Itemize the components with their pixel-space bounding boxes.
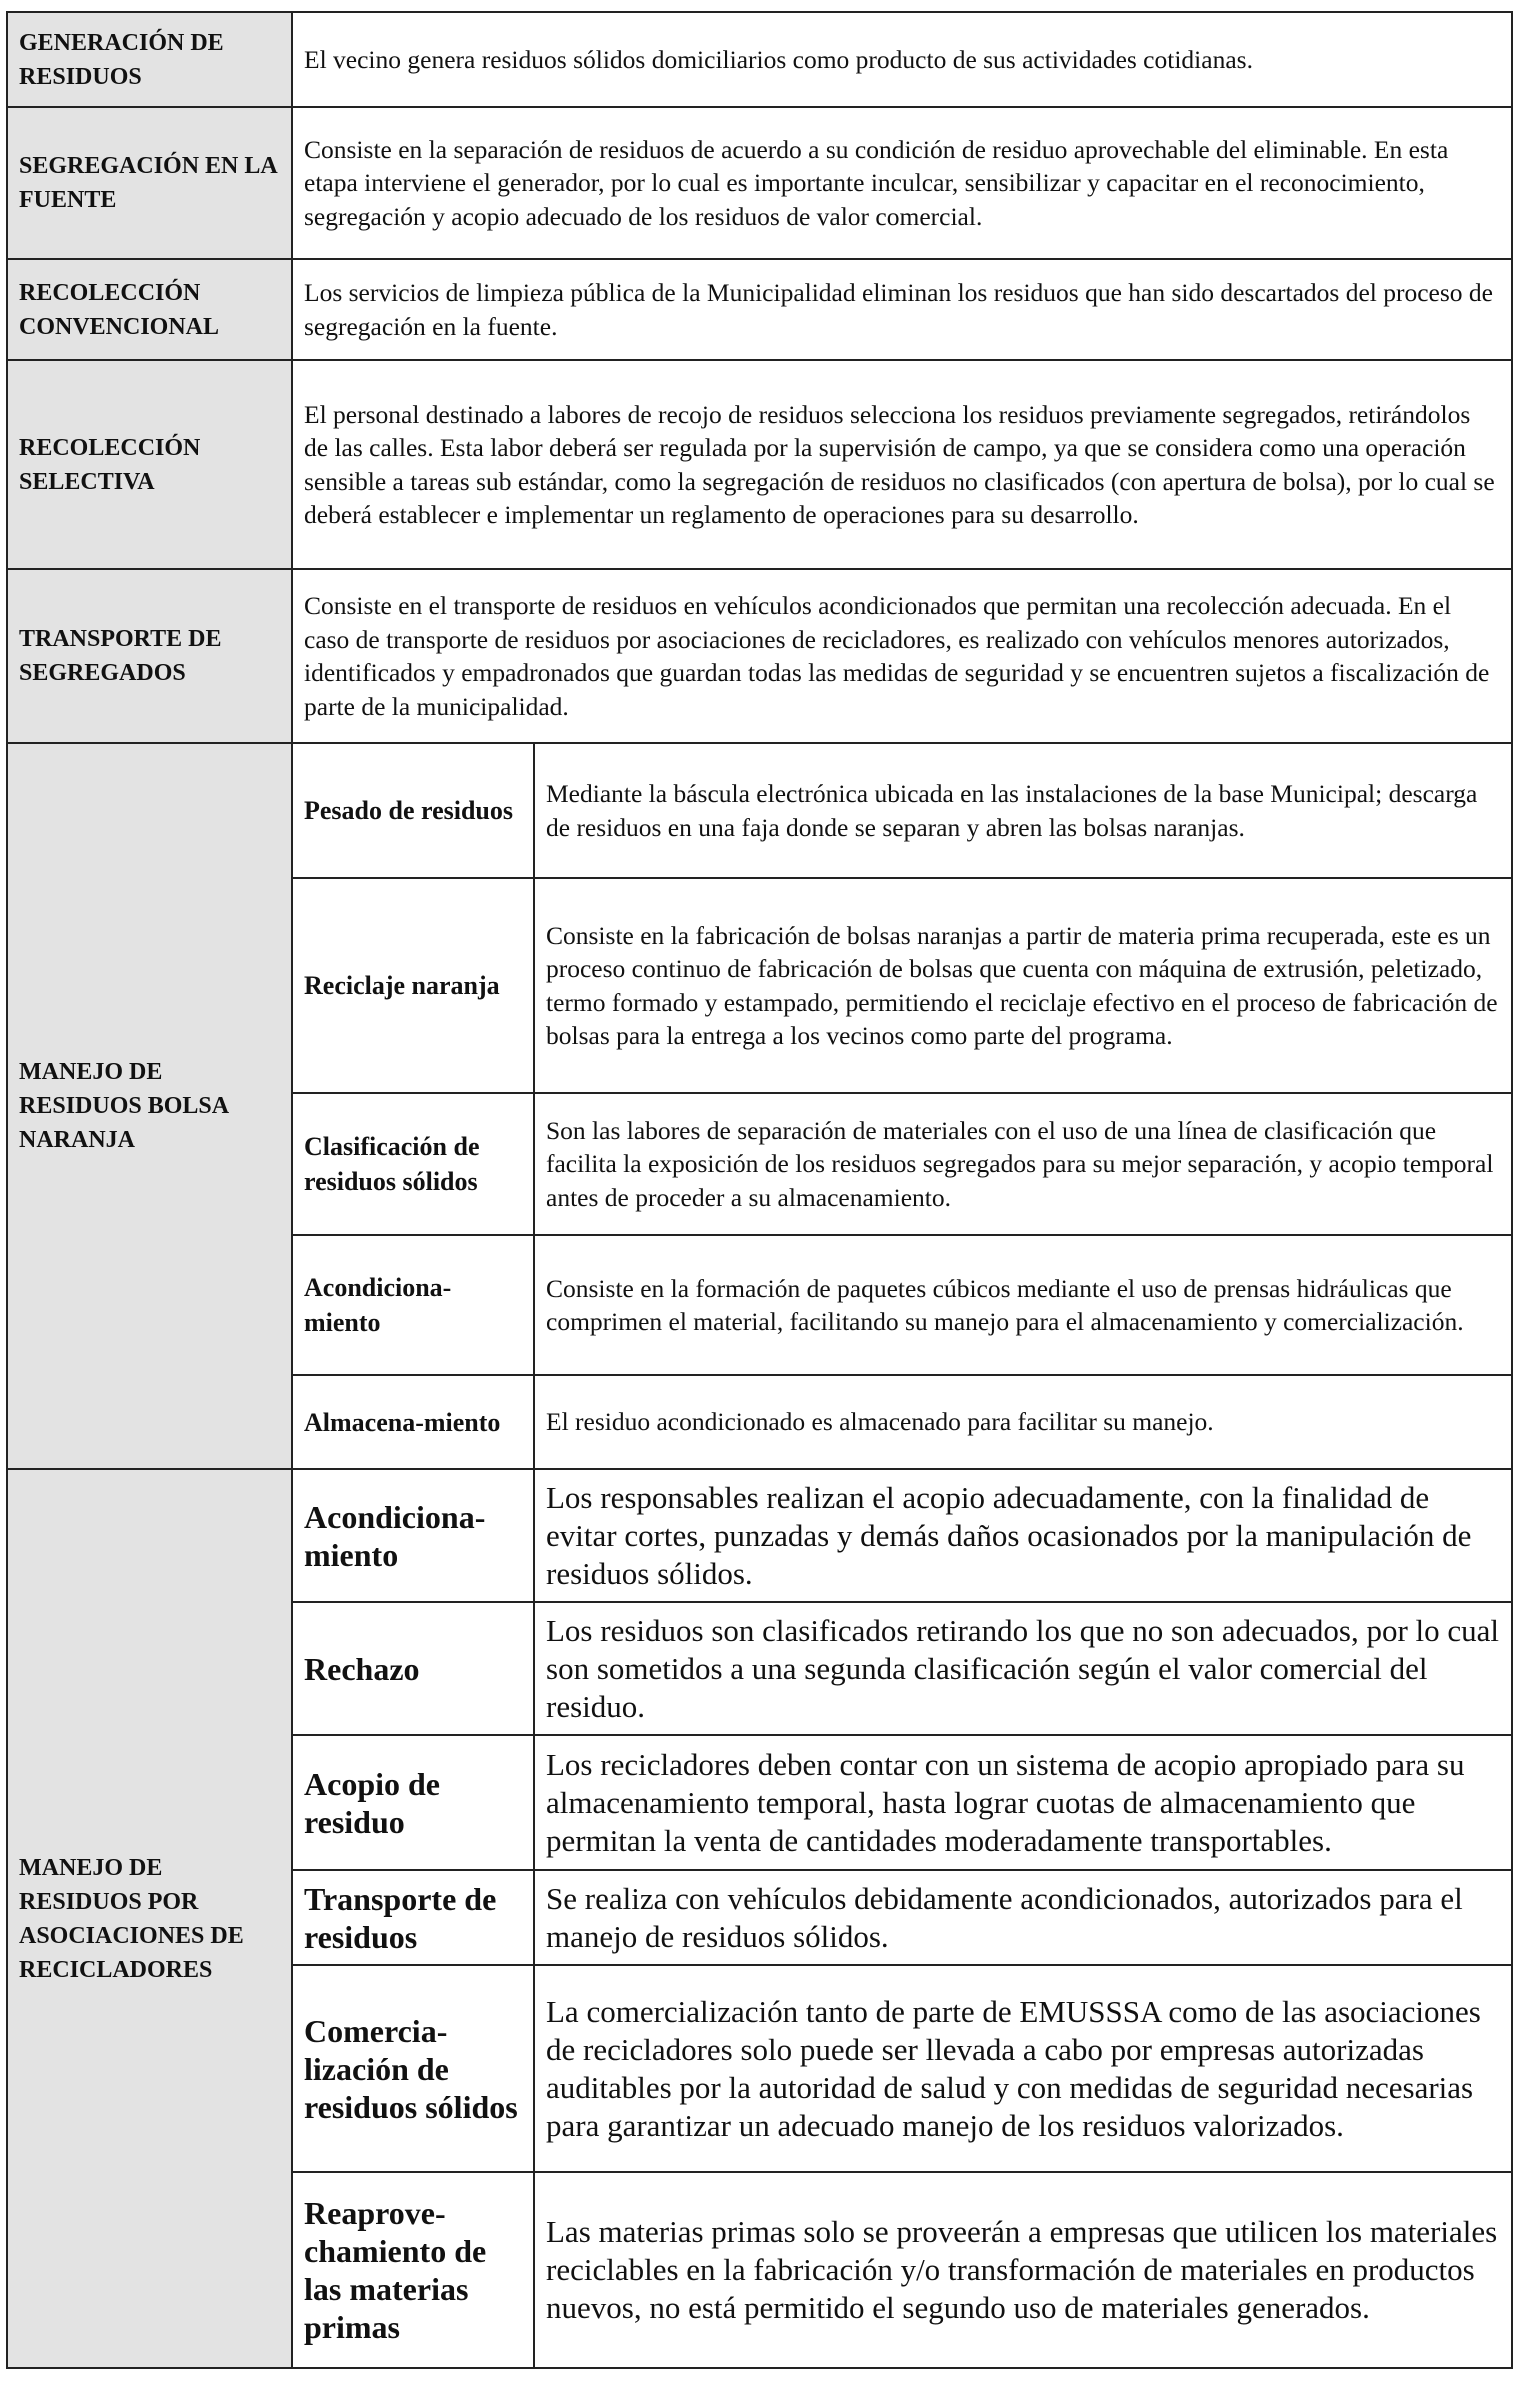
description-cell xyxy=(534,1469,1512,1602)
substage-label: Transporte de residuos xyxy=(304,1880,497,1955)
description-cell xyxy=(534,743,1512,878)
stage-recicladores: MANEJO DE RESIDUOS POR ASOCIACIONES DE RECICLADORES xyxy=(19,1854,244,1983)
table-row xyxy=(7,743,1512,878)
description-cell xyxy=(534,1375,1512,1469)
stage-cell xyxy=(7,569,292,743)
substage-label: Almacena-miento xyxy=(304,1407,501,1437)
stage-segregacion: SEGREGACIÓN EN LA FUENTE xyxy=(19,153,277,213)
description-text: Consiste en la fabricación de bolsas naranjas a partir de materia prima recuperada, este es un proceso continuo de fabricación de bolsas que cuenta con máquina de extrusión, peletizado, termo formado y estampado, permitiendo el reciclaje efectivo en el proceso de fabricación de bolsas para la entrega a los vecinos como parte del programa. xyxy=(546,920,1498,1050)
substage-label: Comercia-lización de residuos sólidos xyxy=(304,2012,518,2125)
stage-transporte: TRANSPORTE DE SEGREGADOS xyxy=(19,626,222,686)
description-text: Mediante la báscula electrónica ubicada en las instalaciones de la base Municipal; descarga de residuos en una faja donde se separan y abren las bolsas naranjas. xyxy=(546,779,1478,842)
substage-label: Acondiciona-miento xyxy=(304,1273,452,1337)
substage-cell xyxy=(292,1602,534,1735)
substage-cell xyxy=(292,1235,534,1375)
stage-cell xyxy=(7,743,292,1469)
substage-label: Reciclaje naranja xyxy=(304,971,500,1000)
stage-cell xyxy=(7,12,292,107)
waste-management-table xyxy=(6,11,1513,2369)
substage-cell xyxy=(292,1469,534,1602)
substage-cell xyxy=(292,1375,534,1469)
description-cell xyxy=(534,1870,1512,1965)
description-text: Los residuos son clasificados retirando los que no son adecuados, por lo cual son sometidos a una segunda clasificación según el valor comercial del residuo. xyxy=(546,1612,1500,1724)
substage-cell xyxy=(292,1870,534,1965)
substage-label: Reaprove-chamiento de las materias primas xyxy=(304,2195,487,2345)
description-text: Consiste en la separación de residuos de acuerdo a su condición de residuo aprovechable del eliminable. En esta etapa interviene el generador, por lo cual es importante inculcar, sensibilizar y capacitar en el reconocimiento, segregación y acopio adecuado de los residuos de valor comercial. xyxy=(304,134,1449,231)
description-cell xyxy=(292,569,1512,743)
table-row xyxy=(7,360,1512,569)
description-text: Los recicladores deben contar con un sistema de acopio apropiado para su almacenamiento temporal, hasta lograr cuotas de almacenamiento que permitan la venta de cantidades moderadamente transportables. xyxy=(546,1746,1465,1858)
description-text: Son las labores de separación de materiales con el uso de una línea de clasificación que facilita la exposición de los residuos segregados para su mejor separación, y acopio temporal antes de proceder a su almacenamiento. xyxy=(546,1115,1494,1212)
description-text: El vecino genera residuos sólidos domiciliarios como producto de sus actividades cotidianas. xyxy=(304,44,1253,74)
substage-cell xyxy=(292,1965,534,2172)
stage-cell xyxy=(7,1469,292,2368)
stage-bolsa-naranja: MANEJO DE RESIDUOS BOLSA NARANJA xyxy=(19,1059,228,1153)
table-row xyxy=(7,259,1512,360)
substage-label: Pesado de residuos xyxy=(304,796,513,825)
table-row xyxy=(7,107,1512,259)
substage-label: Clasificación de residuos sólidos xyxy=(304,1132,480,1196)
description-cell xyxy=(534,878,1512,1093)
stage-cell xyxy=(7,259,292,360)
substage-cell xyxy=(292,1735,534,1870)
substage-label: Acopio de residuo xyxy=(304,1765,440,1840)
description-text: Los servicios de limpieza pública de la Municipalidad eliminan los residuos que han sido descartados del proceso de segregación en la fuente. xyxy=(304,278,1493,341)
substage-label: Rechazo xyxy=(304,1650,420,1687)
table-row xyxy=(7,1469,1512,1602)
table-row xyxy=(7,12,1512,107)
table-row xyxy=(7,569,1512,743)
description-text: El personal destinado a labores de recojo de residuos selecciona los residuos previamente segregados, retirándolos de las calles. Esta labor deberá ser regulada por la supervisión de campo, ya que se considera como una operación sensible a tareas sub estándar, como la segregación de residuos no clasificados (con apertura de bolsa), por lo cual se deberá establecer e implementar un reglamento de operaciones para su desarrollo. xyxy=(304,399,1495,529)
substage-cell xyxy=(292,1093,534,1235)
substage-label: Acondiciona-miento xyxy=(304,1498,486,1573)
description-text: Las materias primas solo se proveerán a empresas que utilicen los materiales reciclables en la fabricación y/o transformación de materiales en productos nuevos, no está permitido el segundo uso de materiales generados. xyxy=(546,2214,1498,2325)
description-cell xyxy=(534,1602,1512,1735)
description-text: Consiste en el transporte de residuos en vehículos acondicionados que permitan una recolección adecuada. En el caso de transporte de residuos por asociaciones de recicladores, es realizado con vehículos menores autorizados, identificados y empadronados que guardan todas las medidas de seguridad y se encuentren sujetos a fiscalización de parte de la municipalidad. xyxy=(304,591,1490,721)
substage-cell xyxy=(292,743,534,878)
description-cell xyxy=(292,107,1512,259)
description-text: Consiste en la formación de paquetes cúbicos mediante el uso de prensas hidráulicas que comprimen el material, facilitando su manejo para el almacenamiento y comercialización. xyxy=(546,1273,1464,1336)
description-cell xyxy=(534,1235,1512,1375)
description-cell xyxy=(534,1965,1512,2172)
description-text: Los responsables realizan el acopio adecuadamente, con la finalidad de evitar cortes, punzadas y demás daños ocasionados por la manipulación de residuos sólidos. xyxy=(546,1479,1472,1591)
description-cell xyxy=(292,360,1512,569)
substage-cell xyxy=(292,878,534,1093)
description-cell xyxy=(292,259,1512,360)
stage-recoleccion-convencional: RECOLECCIÓN CONVENCIONAL xyxy=(19,279,220,340)
description-text: Se realiza con vehículos debidamente acondicionados, autorizados para el manejo de residuos sólidos. xyxy=(546,1880,1463,1954)
description-text: La comercialización tanto de parte de EMUSSSA como de las asociaciones de recicladores solo puede ser llevada a cabo por empresas autorizadas auditables por la autoridad de salud y con medidas de seguridad necesarias para garantizar un adecuado manejo de los residuos valorizados. xyxy=(546,1993,1481,2143)
stage-generacion: GENERACIÓN DE RESIDUOS xyxy=(19,29,224,90)
description-cell xyxy=(534,1735,1512,1870)
substage-cell xyxy=(292,2172,534,2368)
stage-cell xyxy=(7,107,292,259)
description-cell xyxy=(292,12,1512,107)
description-text: El residuo acondicionado es almacenado para facilitar su manejo. xyxy=(546,1407,1214,1437)
description-cell xyxy=(534,1093,1512,1235)
description-cell xyxy=(534,2172,1512,2368)
stage-cell xyxy=(7,360,292,569)
stage-recoleccion-selectiva: RECOLECCIÓN SELECTIVA xyxy=(19,434,201,495)
